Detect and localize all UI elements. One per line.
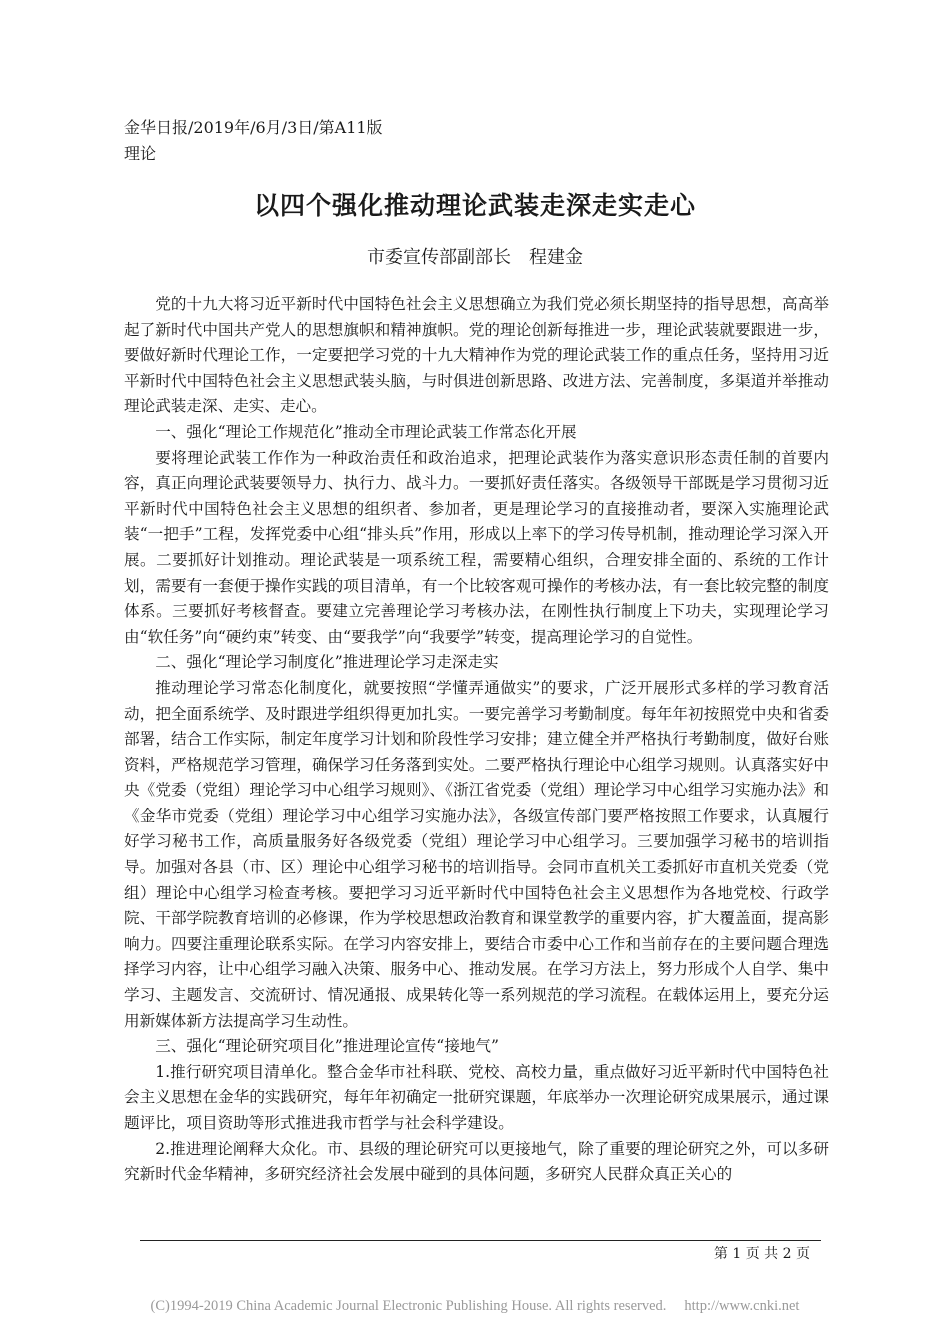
copyright-text: (C)1994-2019 China Academic Journal Electronic Publishing House. All rights reserved. bbox=[150, 1298, 667, 1314]
body-paragraph: 要将理论武装工作作为一种政治责任和政治追求，把理论武装作为落实意识形态责任制的首要内容，真正向理论武装要领导力、执行力、战斗力。一要抓好责任落实。各级领导干部既是学习贯彻习近平新时代中国特色社会主义思想的组织者、参加者，更是理论学习的直接推动者，要深入实施理论武装“一把手”工程，发挥党委中心组“排头兵”作用，形成以上率下的学习传导机制，推动理论学习深入开展。二要抓好计划推动。理论武装是一项系统工程，需要精心组织，合理安排全面的、系统的工作计划，需要有一套便于操作实践的项目清单，有一个比较客观可操作的考核办法，有一套比较完整的制度体系。三要抓好考核督查。要建立完善理论学习考核办法，在刚性执行制度上下功夫，实现理论学习由“软任务”向“硬约束”转变、由“要我学”向“我要学”转变，提高理论学习的自觉性。 bbox=[124, 448, 829, 646]
footer-divider bbox=[140, 1240, 821, 1241]
section-heading-2: 二、强化“理论学习制度化”推进理论学习走深走实 bbox=[155, 653, 499, 672]
body-paragraph: 1.推行研究项目清单化。整合金华市社科联、党校、高校力量，重点做好习近平新时代中国特色社会主义思想在金华的实践研究，每年年初确定一批研究课题，年底举办一次理论研究成果展示，通过课题评比，项目资助等形式推进我市哲学与社会科学建设。 bbox=[124, 1062, 829, 1132]
cnki-link[interactable]: http://www.cnki.net bbox=[684, 1298, 800, 1314]
article-title: 以四个强化推动理论武装走深走实走心 bbox=[253, 191, 696, 220]
author-name: 程建金 bbox=[529, 247, 583, 268]
section-heading-1: 一、强化“理论工作规范化”推动全市理论武装工作常态化开展 bbox=[155, 422, 577, 441]
article-body bbox=[124, 292, 829, 1188]
publication-source: 金华日报/2019年/6月/3日/第A11版 bbox=[124, 118, 383, 137]
author-title: 市委宣传部副部长 bbox=[367, 247, 511, 268]
body-paragraph: 推动理论学习常态化制度化，就要按照“学懂弄通做实”的要求，广泛开展形式多样的学习教育活动，把全面系统学、及时跟进学组织得更加扎实。一要完善学习考勤制度。每年年初按照党中央和省委部署，结合工作实际，制定年度学习计划和阶段性学习安排；建立健全并严格执行考勤制度，做好台账资料，严格规范学习管理，确保学习任务落到实处。二要严格执行理论中心组学习规则。认真落实好中央《党委（党组）理论学习中心组学习规则》、《浙江省党委（党组）理论学习中心组学习实施办法》和《金华市党委（党组）理论学习中心组学习实施办法》，各级宣传部门要严格按照工作要求，认真履行好学习秘书工作，高质量服务好各级党委（党组）理论学习中心组学习。三要加强学习秘书的培训指导。加强对各县（市、区）理论中心组学习秘书的培训指导。会同市直机关工委抓好市直机关党委（党组）理论中心组学习检查考核。要把学习习近平新时代中国特色社会主义思想作为各地党校、行政学院、干部学院教育培训的必修课，作为学校思想政治教育和课堂教学的重要内容，扩大覆盖面，提高影响力。四要注重理论联系实际。在学习内容安排上，要结合市委中心工作和当前存在的主要问题合理选择学习内容，让中心组学习融入决策、服务中心、推动发展。在学习方法上，努力形成个人自学、集中学习、主题发言、交流研讨、情况通报、成果转化等一系列规范的学习流程。在载体运用上，要充分运用新媒体新方法提高学习生动性。 bbox=[124, 678, 829, 1030]
section-label: 理论 bbox=[124, 144, 157, 163]
byline bbox=[0, 244, 950, 272]
section-heading-3: 三、强化“理论研究项目化”推进理论宣传“接地气” bbox=[155, 1037, 499, 1056]
copyright-notice bbox=[0, 1296, 950, 1316]
intro-paragraph: 党的十九大将习近平新时代中国特色社会主义思想确立为我们党必须长期坚持的指导思想，高高举起了新时代中国共产党人的思想旗帜和精神旗帜。党的理论创新每推进一步，理论武装就要跟进一步，要做好新时代理论工作，一定要把学习党的十九大精神作为党的理论武装工作的重点任务，坚持用习近平新时代中国特色社会主义思想武装头脑，与时俱进创新思路、改进方法、完善制度，多渠道并举推动理论武装走深、走实、走心。 bbox=[124, 295, 829, 416]
body-paragraph: 2.推进理论阐释大众化。市、县级的理论研究可以更接地气，除了重要的理论研究之外，可以多研究新时代金华精神，多研究经济社会发展中碰到的具体问题，多研究人民群众真正关心的 bbox=[124, 1139, 829, 1184]
page-number: 第 1 页 共 2 页 bbox=[713, 1246, 810, 1262]
